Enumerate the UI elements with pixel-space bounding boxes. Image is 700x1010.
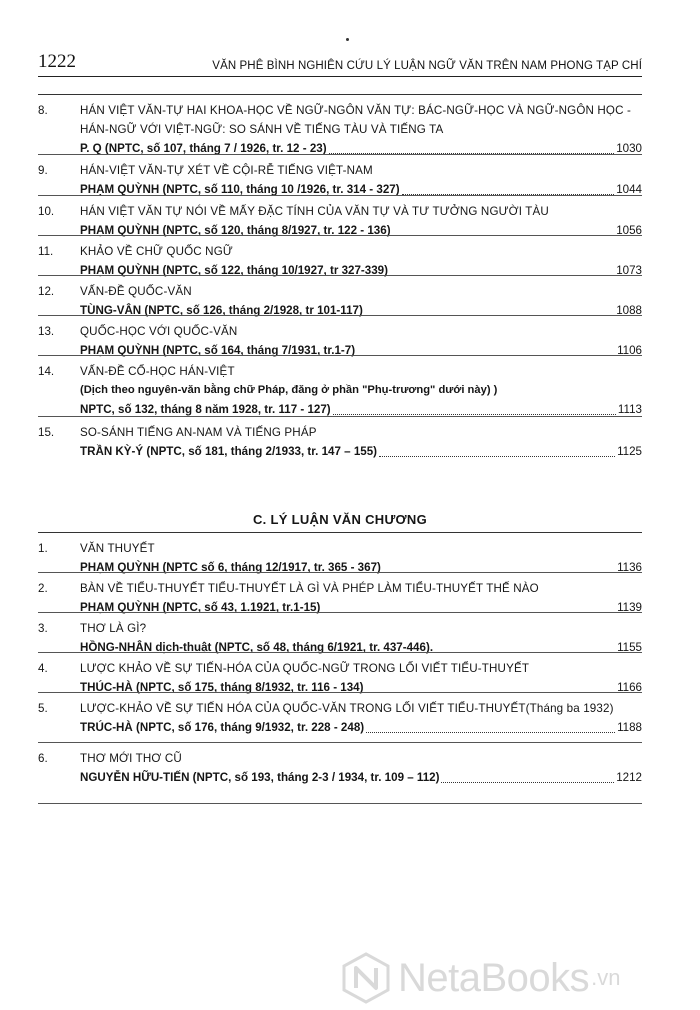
entry-title: LƯỢC-KHẢO VỀ SỰ TIẾN HÓA CỦA QUỐC-VĂN TRONG LỐI VIẾT TIỂU-THUYẾT(Tháng ba 1932) xyxy=(80,702,614,715)
entry-title: QUỐC-HỌC VỚI QUỐC-VĂN xyxy=(80,325,238,338)
entry-title: VĂN THUYẾT xyxy=(80,542,155,555)
entry-citation: PHẠM QUỲNH (NPTC, số 164, tháng 7/1931, tr.1-7) xyxy=(80,344,356,357)
entry-number: 3. xyxy=(38,622,48,635)
entry-note: (Dịch theo nguyên-văn bằng chữ Pháp, đăng ở phần "Phụ-trương" dưới này) ) xyxy=(80,384,498,396)
toc-entry xyxy=(38,161,642,199)
entry-page-number: 1106 xyxy=(617,344,642,357)
page-number: 1222 xyxy=(38,51,76,72)
entry-page-number: 1136 xyxy=(617,561,642,574)
entry-divider xyxy=(38,355,642,356)
entry-title: THƠ LÀ GÌ? xyxy=(80,622,147,635)
toc-entry xyxy=(38,423,642,461)
print-speck xyxy=(346,38,349,41)
entry-divider xyxy=(38,532,642,533)
entry-number: 13. xyxy=(38,325,55,338)
entry-number: 9. xyxy=(38,164,48,177)
entry-page-number: 1088 xyxy=(616,304,642,317)
entry-title: VẤN-ĐỀ QUỐC-VĂN xyxy=(80,285,192,298)
entry-divider xyxy=(38,94,642,95)
entry-title: VẤN-ĐỀ CỔ-HỌC HÁN-VIỆT xyxy=(80,365,235,378)
page-header xyxy=(38,50,642,77)
entry-citation: PHẠM QUỲNH (NPTC, số 120, tháng 8/1927, tr. 122 - 136) xyxy=(80,224,391,237)
entry-number: 15. xyxy=(38,426,55,439)
dot-leader xyxy=(441,781,614,783)
entry-number: 6. xyxy=(38,752,48,765)
entry-title: HÁN VIỆT VĂN-TỰ HAI KHOA-HỌC VỀ NGỮ-NGÔN VĂN TỰ: BÁC-NGỮ-HỌC VÀ NGỮ-NGÔN HỌC - xyxy=(80,104,631,117)
entry-page-number: 1155 xyxy=(617,641,642,654)
watermark xyxy=(340,950,680,1006)
entry-divider xyxy=(38,195,642,196)
entry-divider xyxy=(38,154,642,155)
toc-entry xyxy=(38,362,642,419)
entry-citation: PHẠM QUỲNH (NPTC, số 43, 1.1921, tr.1-15) xyxy=(80,601,321,614)
entry-number: 11. xyxy=(38,245,54,258)
entry-divider xyxy=(38,742,642,743)
entry-number: 12. xyxy=(38,285,55,298)
entry-divider xyxy=(38,652,642,653)
entry-divider xyxy=(38,572,642,573)
entry-title: KHẢO VỀ CHỮ QUỐC NGỮ xyxy=(80,245,233,258)
entry-title: THƠ MỚI THƠ CŨ xyxy=(80,752,182,765)
entry-citation: TRẦN KỲ-Ý (NPTC, số 181, tháng 2/1933, tr. 147 – 155) xyxy=(80,445,378,458)
entry-page-number: 1188 xyxy=(617,721,642,734)
entry-citation: TRÚC-HÀ (NPTC, số 176, tháng 9/1932, tr. 228 - 248) xyxy=(80,721,365,734)
entry-page-number: 1212 xyxy=(616,771,642,784)
entry-page-number: 1113 xyxy=(617,403,642,416)
entry-citation: P. Q (NPTC, số 107, tháng 7 / 1926, tr. 12 - 23) xyxy=(80,142,327,155)
toc-entry xyxy=(38,699,642,737)
entry-number: 14. xyxy=(38,365,55,378)
entry-citation: PHẠM QUỲNH (NPTC, số 122, tháng 10/1927, tr 327-339) xyxy=(80,264,388,277)
entry-citation: TÙNG-VÂN (NPTC, số 126, tháng 2/1928, tr 101-117) xyxy=(80,304,363,317)
entry-page-number: 1125 xyxy=(617,445,642,458)
entry-divider xyxy=(38,416,642,417)
entry-page-number: 1139 xyxy=(617,601,642,614)
entry-title: BÀN VỀ TIỂU-THUYẾT TIỂU-THUYẾT LÀ GÌ VÀ PHÉP LÀM TIỂU-THUYẾT THẾ NÀO xyxy=(80,582,539,595)
entry-number: 1. xyxy=(38,542,48,555)
entry-citation: PHẠM QUỲNH (NPTC số 6, tháng 12/1917, tr. 365 - 367) xyxy=(80,561,381,574)
toc-entry xyxy=(38,749,642,787)
entry-page-number: 1166 xyxy=(617,681,642,694)
entry-page-number: 1056 xyxy=(616,224,642,237)
dot-leader xyxy=(333,413,616,415)
entry-divider xyxy=(38,275,642,276)
entry-citation: THÚC-HÀ (NPTC, số 175, tháng 8/1932, tr. 116 - 134) xyxy=(80,681,364,694)
entry-divider xyxy=(38,612,642,613)
entry-citation: HỒNG-NHÂN dịch-thuật (NPTC, số 48, tháng 6/1921, tr. 437-446). xyxy=(80,641,434,654)
entry-page-number: 1030 xyxy=(616,142,642,155)
entry-citation: NPTC, số 132, tháng 8 năm 1928, tr. 117 - 127) xyxy=(80,403,331,416)
entry-title: SO-SÁNH TIẾNG AN-NAM VÀ TIẾNG PHÁP xyxy=(80,426,317,439)
entry-number: 5. xyxy=(38,702,48,715)
entry-number: 4. xyxy=(38,662,48,675)
dot-leader xyxy=(366,731,615,733)
entry-title: LƯỢC KHẢO VỀ SỰ TIẾN-HÓA CỦA QUỐC-NGỮ TRONG LỐI VIẾT TIỂU-THUYẾT xyxy=(80,662,530,675)
entry-divider xyxy=(38,803,642,804)
entry-number: 2. xyxy=(38,582,48,595)
entry-citation: NGUYỄN HỮU-TIẾN (NPTC, số 193, tháng 2-3 / 1934, tr. 109 – 112) xyxy=(80,771,440,784)
entry-divider xyxy=(38,235,642,236)
entry-divider xyxy=(38,315,642,316)
entry-citation: PHẠM QUỲNH (NPTC, số 110, tháng 10 /1926, tr. 314 - 327) xyxy=(80,183,400,196)
watermark-tld: .vn xyxy=(591,965,621,990)
running-title: VĂN PHÊ BÌNH NGHIÊN CỨU LÝ LUẬN NGỮ VĂN TRÊN NAM PHONG TẠP CHÍ xyxy=(212,60,642,72)
entry-number: 10. xyxy=(38,205,55,218)
toc-entry xyxy=(38,101,642,158)
dot-leader xyxy=(379,455,615,457)
entry-page-number: 1073 xyxy=(616,264,642,277)
entry-title: HÁN-VIỆT VĂN-TỰ XÉT VỀ CỘI-RỄ TIẾNG VIỆT-NAM xyxy=(80,164,373,177)
section-heading-c: C. LÝ LUẬN VĂN CHƯƠNG xyxy=(252,512,428,527)
entry-title: HÁN VIỆT VĂN TỰ NÓI VỀ MẤY ĐẶC TÍNH CỦA VĂN TỰ VÀ TƯ TƯỞNG NGƯỜI TÀU xyxy=(80,205,549,218)
entry-page-number: 1044 xyxy=(616,183,642,196)
entry-title: HÁN-NGỮ VỚI VIỆT-NGỮ: SO SÁNH VỀ TIẾNG TÀU VÀ TIẾNG TA xyxy=(80,123,444,136)
netabooks-logo-icon xyxy=(340,952,392,1004)
entry-number: 8. xyxy=(38,104,48,117)
entry-divider xyxy=(38,692,642,693)
watermark-brand: NetaBooks xyxy=(398,955,590,1000)
